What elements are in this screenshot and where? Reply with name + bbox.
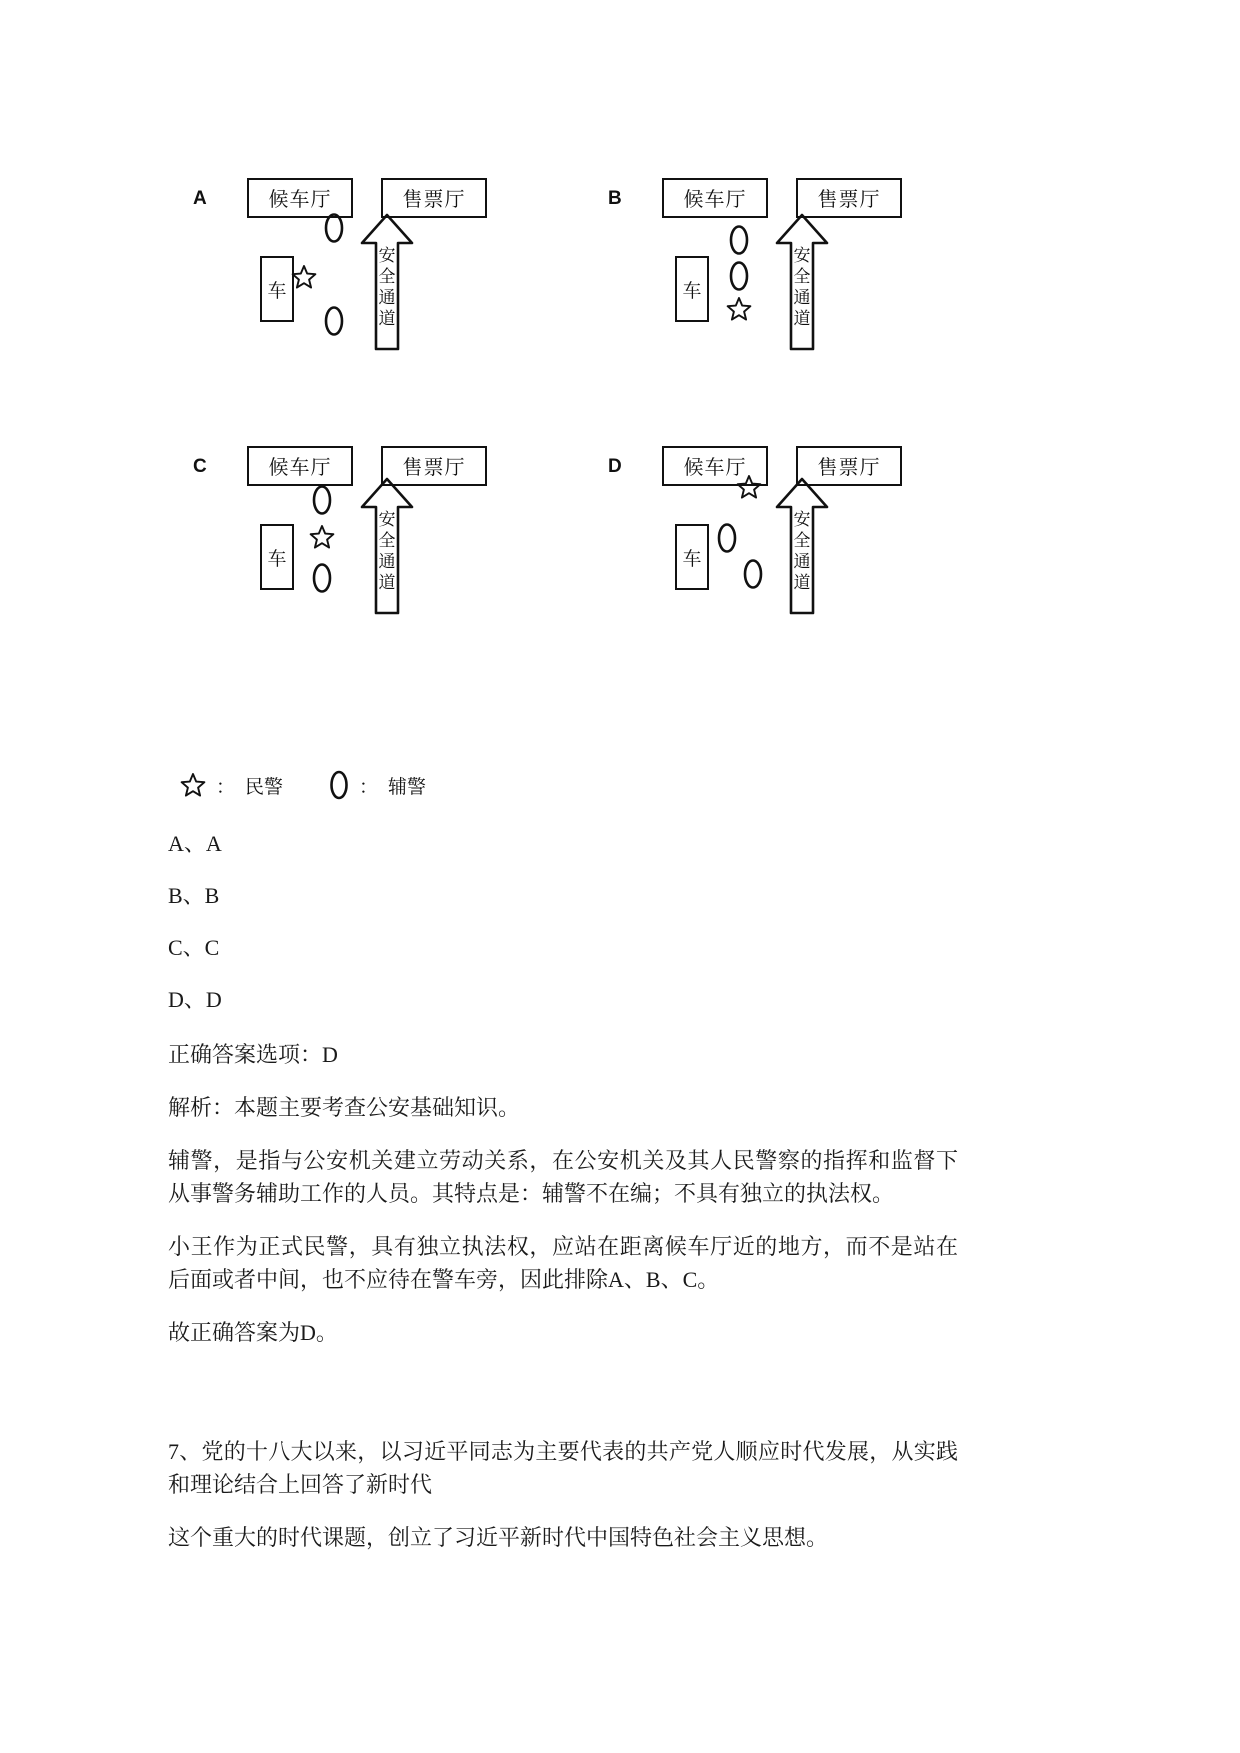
answer-choice-figures	[0, 150, 1240, 830]
question-body	[168, 830, 958, 1574]
ring-icon	[728, 224, 750, 256]
legend-star-colon: ：	[216, 775, 236, 798]
waiting-hall-box-a: 候车厅	[247, 178, 353, 218]
correct-answer-line: 正确答案选项：D	[168, 1042, 338, 1067]
ring-icon	[323, 212, 345, 244]
safety-passage-arrow-c	[359, 476, 415, 616]
police-car-box-d: 车	[675, 524, 709, 590]
figure-panel-b	[590, 150, 1010, 400]
figure-panel-a	[175, 150, 595, 400]
ring-icon	[716, 522, 738, 554]
star-icon	[309, 524, 335, 550]
star-icon	[180, 772, 206, 798]
safety-passage-arrow-a	[359, 212, 415, 352]
safety-passage-arrow-b	[774, 212, 830, 352]
ring-icon	[329, 770, 349, 800]
ticket-hall-box-b: 售票厅	[796, 178, 902, 218]
analysis-conclusion: 故正确答案为D。	[168, 1320, 338, 1345]
analysis-paragraph-2: 小王作为正式民警，具有独立执法权，应站在距离候车厅近的地方，而不是站在后面或者中间，也不应待在警车旁，因此排除A、B、C。	[168, 1234, 958, 1292]
ring-icon	[728, 260, 750, 292]
legend-star-label: 民警	[245, 775, 284, 798]
star-icon	[291, 264, 317, 290]
panel-label-a: A	[193, 188, 207, 209]
analysis-paragraph-1: 辅警，是指与公安机关建立劳动关系，在公安机关及其人民警察的指挥和监督下从事警务辅助工作的人员。其特点是：辅警不在编；不具有独立的执法权。	[168, 1148, 958, 1206]
star-icon	[736, 474, 762, 500]
panel-label-b: B	[608, 188, 622, 209]
safety-passage-label-c: 安 全 通 道	[378, 510, 396, 593]
safety-passage-label-d: 安 全 通 道	[793, 510, 811, 593]
option-a[interactable]: A、A	[168, 831, 222, 856]
ticket-hall-box-c: 售票厅	[381, 446, 487, 486]
waiting-hall-box-c: 候车厅	[247, 446, 353, 486]
ring-icon	[311, 562, 333, 594]
waiting-hall-box-d: 候车厅	[662, 446, 768, 486]
waiting-hall-box-b: 候车厅	[662, 178, 768, 218]
safety-passage-arrow-d	[774, 476, 830, 616]
panel-label-c: C	[193, 456, 207, 477]
analysis-intro: 解析：本题主要考查公安基础知识。	[168, 1095, 521, 1120]
section-spacer	[168, 1369, 958, 1435]
option-b[interactable]: B、B	[168, 883, 220, 908]
question7-stem-continued: 这个重大的时代课题，创立了习近平新时代中国特色社会主义思想。	[168, 1525, 829, 1550]
figure-panel-d	[590, 418, 1010, 668]
figure-panel-c	[175, 418, 595, 668]
police-car-box-c: 车	[260, 524, 294, 590]
ring-icon	[323, 305, 345, 337]
star-icon	[726, 296, 752, 322]
police-car-box-a: 车	[260, 256, 294, 322]
legend-ring-colon: ：	[359, 775, 379, 798]
question7-stem: 7、党的十八大以来，以习近平同志为主要代表的共产党人顺应时代发展，从实践和理论结合上回答了新时代	[168, 1439, 958, 1497]
ring-icon	[742, 558, 764, 590]
panel-label-d: D	[608, 456, 622, 477]
safety-passage-label-b: 安 全 通 道	[793, 246, 811, 329]
figure-legend	[180, 770, 426, 800]
ticket-hall-box-a: 售票厅	[381, 178, 487, 218]
safety-passage-label-a: 安 全 通 道	[378, 246, 396, 329]
police-car-box-b: 车	[675, 256, 709, 322]
ring-icon	[311, 484, 333, 516]
option-c[interactable]: C、C	[168, 935, 220, 960]
ticket-hall-box-d: 售票厅	[796, 446, 902, 486]
legend-ring-label: 辅警	[388, 775, 427, 798]
option-d[interactable]: D、D	[168, 987, 222, 1012]
